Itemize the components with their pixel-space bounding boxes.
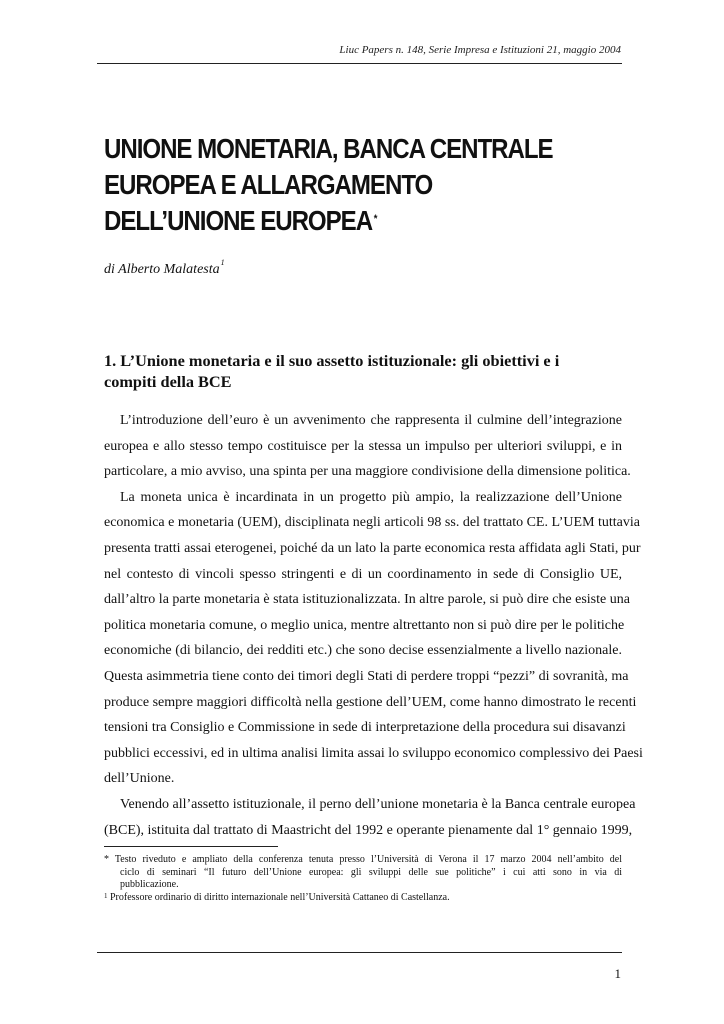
footnote-1-line-1: * Testo riveduto e ampliato della conferenza tenuta presso l’Università di Verona il 17 marzo 2004 nell’ambito del (104, 854, 622, 865)
title-line-1: UNIONE MONETARIA, BANCA CENTRALE (104, 133, 553, 164)
header-rule (97, 63, 622, 64)
title-line-3 (104, 203, 568, 239)
body-line: presenta tratti assai eterogenei, poiché da un lato la parte economica resta affidata agli Stati, pur (104, 540, 641, 556)
author-byline (104, 258, 225, 278)
author-name: di Alberto Malatesta (104, 262, 220, 277)
body-line: pubblici eccessivi, ed in ultima analisi limita assai lo sviluppo economico complessivo dei Paesi (104, 745, 643, 761)
body-line: economiche (di bilancio, dei redditi etc.) che sono decise essenzialmente a livello nazionale. (104, 643, 622, 659)
title-line-2: EUROPEA E ALLARGAMENTO (104, 169, 433, 200)
footnotes (104, 854, 622, 905)
body-line: (BCE), istituita dal trattato di Maastricht del 1992 e operante pienamente dal 1° gennaio 1999, (104, 822, 633, 838)
footnote-1-line-2: ciclo di seminari “Il futuro dell’Unione europea: gli sviluppi delle sue politiche” i cui atti sono in via di (120, 866, 622, 878)
body-line: produce sempre maggiori difficoltà nella gestione dell’UEM, come hanno dimostrato le recenti (104, 694, 637, 710)
body-line: economica e monetaria (UEM), disciplinata negli articoli 98 ss. del trattato CE. L’UEM tuttavia (104, 515, 640, 531)
body-line: particolare, a mio avviso, una spinta per una maggiore condivisione della dimensione politica. (104, 464, 631, 480)
body-line: nel contesto di vincoli spesso stringenti e di un coordinamento in sede di Consiglio UE, (104, 566, 622, 582)
body-line: Venendo all’assetto istituzionale, il perno dell’unione monetaria è la Banca centrale europea (120, 796, 636, 812)
body-line: dell’Unione. (104, 771, 175, 787)
body-line: dall’altro la parte monetaria è stata istituzionalizzata. In altre parole, si può dire che esiste una (104, 592, 630, 608)
section-heading-line-2: compiti della BCE (104, 372, 232, 391)
body-line: Questa asimmetria tiene conto dei timori degli Stati di perdere troppi “pezzi” di sovranità, ma (104, 668, 629, 684)
running-head: Liuc Papers n. 148, Serie Impresa e Istituzioni 21, maggio 2004 (339, 44, 621, 56)
section-heading-line-1: 1. L’Unione monetaria e il suo assetto istituzionale: gli obiettivi e i (104, 351, 560, 370)
footnote-2-marker: 1 (104, 892, 108, 901)
section-heading (104, 350, 624, 392)
author-footnote-marker[interactable]: 1 (220, 258, 225, 267)
body-line: europea e allo stesso tempo costituisce per la stessa un impulso per ulteriori sviluppi, e in (104, 438, 622, 454)
footnote-2 (104, 892, 622, 905)
body-line: L’introduzione dell’euro è un avvenimento che rappresenta il culmine dell’integrazione (120, 413, 622, 428)
footnote-1-line-3: pubblicazione. (120, 879, 179, 891)
title-footnote-marker[interactable]: * (373, 213, 378, 225)
title-line-3-text: DELL’UNIONE EUROPEA (104, 205, 373, 236)
footnote-separator (104, 846, 278, 847)
body-line: tensioni tra Consiglio e Commissione in sede di interpretazione della procedura sui disavanzi (104, 720, 626, 736)
footer-rule (97, 952, 622, 953)
paper-title (104, 131, 568, 239)
page-number: 1 (614, 966, 621, 981)
body-line: La moneta unica è incardinata in un progetto più ampio, la realizzazione dell’Unione (120, 489, 622, 505)
body-line: politica monetaria comune, o meglio unica, mentre altrettanto non si può dire per le politiche (104, 617, 625, 633)
body-text (104, 408, 643, 843)
footnote-2-text: Professore ordinario di diritto internazionale nell’Università Cattaneo di Castellanza. (107, 892, 450, 904)
